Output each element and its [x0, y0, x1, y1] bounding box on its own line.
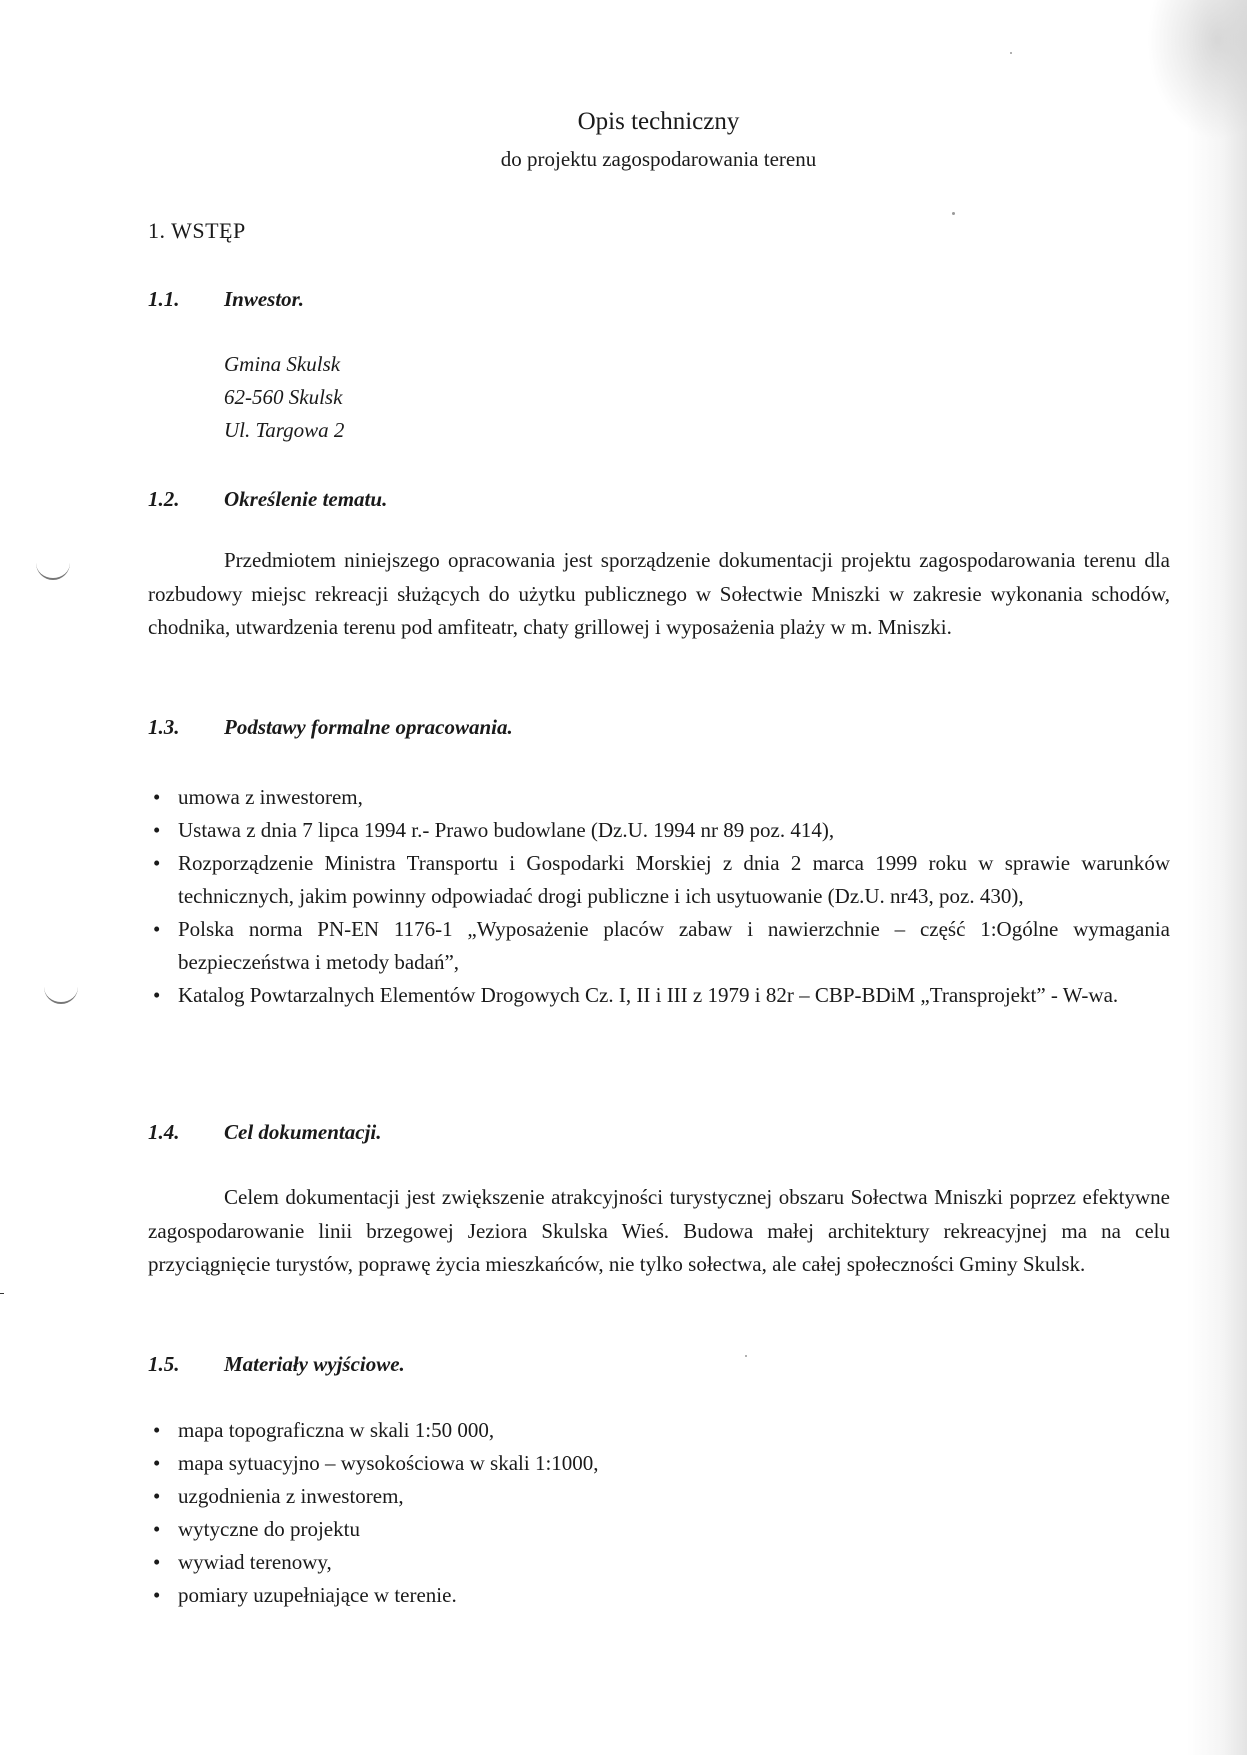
list-item: [148, 814, 1170, 847]
list-item: [148, 847, 1170, 913]
list-item-text: Ustawa z dnia 7 lipca 1994 r.- Prawo budowlane (Dz.U. 1994 nr 89 poz. 414),: [178, 818, 835, 842]
punch-hole-mark: [36, 556, 70, 580]
formal-basis-list: [148, 781, 1170, 1012]
punch-hole-mark: [44, 980, 78, 1004]
list-item-text: Katalog Powtarzalnych Elementów Drogowych Cz. I, II i III z 1979 i 82r – CBP-BDiM „Transprojekt” - W-wa.: [178, 983, 1119, 1007]
subsection-title: Określenie tematu.: [224, 487, 388, 511]
list-item-text: umowa z inwestorem,: [178, 785, 363, 809]
list-item-text: Polska norma PN-EN 1176-1 „Wyposażenie placów zabaw i nawierzchnie – część 1:Ogólne wymagania bezpieczeństwa i metody badań”,: [178, 917, 1170, 974]
bullet-icon: •: [153, 1484, 161, 1508]
bullet-icon: •: [153, 1418, 161, 1442]
list-item: [148, 1447, 1170, 1480]
bullet-icon: •: [153, 1583, 161, 1607]
list-item: [148, 1513, 1170, 1546]
investor-street: Ul. Targowa 2: [224, 418, 345, 442]
bullet-icon: •: [153, 1517, 161, 1541]
list-item-text: pomiary uzupełniające w terenie.: [178, 1583, 457, 1607]
list-item: [148, 1414, 1170, 1447]
list-item: [148, 913, 1170, 979]
scan-speck: [745, 1355, 747, 1357]
bullet-icon: •: [153, 818, 161, 842]
list-item-text: mapa topograficzna w skali 1:50 000,: [178, 1418, 495, 1442]
subsection-title: Inwestor.: [224, 287, 304, 311]
bullet-icon: •: [153, 917, 161, 941]
bullet-icon: •: [153, 851, 161, 875]
scan-edge-mark: [0, 1293, 4, 1294]
list-item: [148, 1546, 1170, 1579]
investor-name: Gmina Skulsk: [224, 352, 341, 376]
section-heading: 1. WSTĘP: [148, 218, 246, 243]
list-item-text: wywiad terenowy,: [178, 1550, 332, 1574]
list-item: [148, 1480, 1170, 1513]
topic-paragraph: [148, 544, 1170, 645]
goal-paragraph-text: Celem dokumentacji jest zwiększenie atrakcyjności turystycznej obszaru Sołectwa Mniszki poprzez efektywne zagospodarowanie linii brzegowej Jeziora Skulska Wieś. Budowa małej architektury rekreacyjnej ma na celu przyciągnięcie turystów, poprawę życia mieszkańców, nie tylko sołectwa, ale całej społeczności Gminy Skulsk.: [148, 1185, 1170, 1276]
scan-shadow: [1187, 0, 1247, 1755]
bullet-icon: •: [153, 785, 161, 809]
list-item: [148, 979, 1170, 1012]
bullet-icon: •: [153, 1550, 161, 1574]
scan-speck: [1010, 52, 1012, 54]
list-item: [148, 781, 1170, 814]
investor-postcode: 62-560 Skulsk: [224, 385, 343, 409]
subsection-number: 1.2.: [148, 487, 180, 511]
list-item: [148, 1579, 1170, 1612]
subsection-number: 1.1.: [148, 287, 180, 311]
document-subtitle: do projektu zagospodarowania terenu: [500, 147, 817, 171]
bullet-icon: •: [153, 983, 161, 1007]
subsection-number: 1.3.: [148, 715, 180, 739]
subsection-number: 1.5.: [148, 1352, 180, 1376]
list-item-text: uzgodnienia z inwestorem,: [178, 1484, 404, 1508]
subsection-title: Cel dokumentacji.: [224, 1120, 382, 1144]
list-item-text: Rozporządzenie Ministra Transportu i Gospodarki Morskiej z dnia 2 marca 1999 roku w sprawie warunków technicznych, jakim powinny odpowiadać drogi publiczne i ich usytuowanie (Dz.U. nr43, poz. 430),: [178, 851, 1170, 908]
list-item-text: mapa sytuacyjno – wysokościowa w skali 1:1000,: [178, 1451, 599, 1475]
scan-speck: [952, 212, 955, 215]
topic-paragraph-text: Przedmiotem niniejszego opracowania jest sporządzenie dokumentacji projektu zagospodarowania terenu dla rozbudowy miejsc rekreacji służących do użytku publicznego w Sołectwie Mniszki w zakresie wykonania schodów, chodnika, utwardzenia terenu pod amfiteatr, chaty grillowej i wyposażenia plaży w m. Mniszki.: [148, 548, 1170, 639]
source-materials-list: [148, 1414, 1170, 1612]
goal-paragraph: [148, 1181, 1170, 1282]
document-title: Opis techniczny: [577, 108, 740, 135]
subsection-title: Materiały wyjściowe.: [224, 1352, 405, 1376]
list-item-text: wytyczne do projektu: [178, 1517, 360, 1541]
subsection-number: 1.4.: [148, 1120, 180, 1144]
bullet-icon: •: [153, 1451, 161, 1475]
subsection-title: Podstawy formalne opracowania.: [224, 715, 513, 739]
